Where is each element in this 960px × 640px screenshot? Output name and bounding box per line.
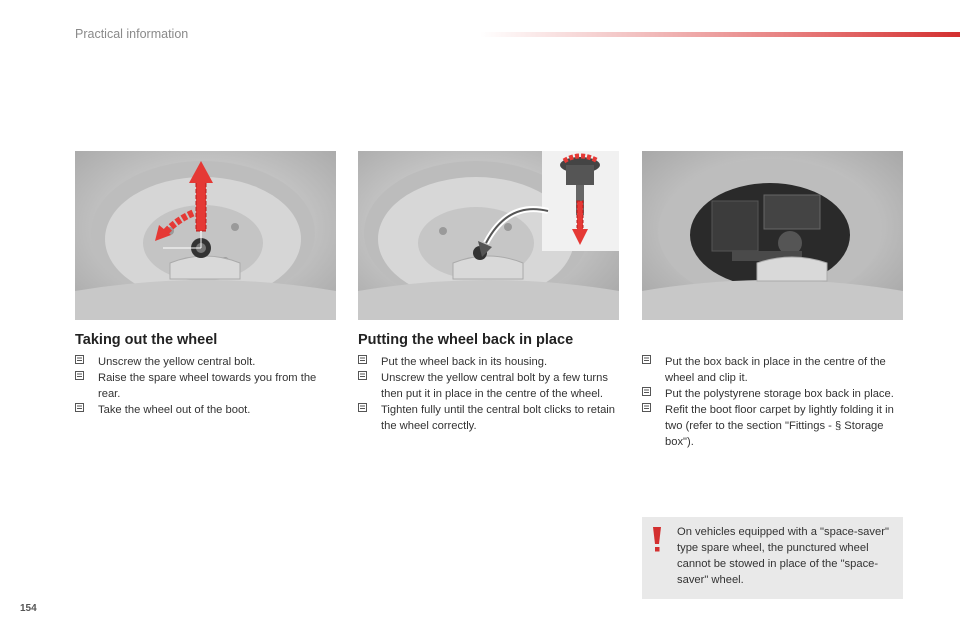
list-item xyxy=(642,402,897,450)
list-item xyxy=(642,354,897,386)
step-text: Unscrew the yellow central bolt by a few turns then put it in place in the centre of the wheel. xyxy=(381,372,608,400)
checkbox-bullet-icon xyxy=(642,355,651,366)
header-accent-bar xyxy=(480,32,960,37)
putting-wheel-back-title: Putting the wheel back in place xyxy=(358,332,574,348)
storage-box-photo xyxy=(642,151,903,320)
checkbox-bullet-icon xyxy=(75,355,84,366)
taking-out-wheel-title: Taking out the wheel xyxy=(75,332,218,348)
warning-text: On vehicles equipped with a "space-saver" type spare wheel, the punctured wheel cannot be stowed in place of the "space-saver" wheel. xyxy=(677,526,889,586)
checkbox-bullet-icon xyxy=(358,355,367,366)
exclamation-icon xyxy=(650,527,664,553)
putting-back-steps-list xyxy=(358,354,623,434)
list-item xyxy=(642,386,897,402)
step-text: Put the box back in place in the centre of the wheel and clip it. xyxy=(665,356,886,384)
step-text: Take the wheel out of the boot. xyxy=(98,404,251,416)
list-item xyxy=(75,354,330,370)
page-number: 154 xyxy=(20,603,37,614)
step-text: Tighten fully until the central bolt clicks to retain the wheel correctly. xyxy=(381,404,616,432)
checkbox-bullet-icon xyxy=(642,403,651,414)
step-text: Put the wheel back in its housing. xyxy=(381,356,548,368)
step-text: Put the polystyrene storage box back in place. xyxy=(665,388,894,400)
checkbox-bullet-icon xyxy=(358,403,367,414)
wheel-refit-photo xyxy=(358,151,619,320)
checkbox-bullet-icon xyxy=(75,371,84,382)
list-item xyxy=(358,402,623,434)
list-item xyxy=(75,370,330,402)
step-text: Unscrew the yellow central bolt. xyxy=(98,356,256,368)
taking-out-steps-list xyxy=(75,354,330,418)
step-text: Raise the spare wheel towards you from the rear. xyxy=(98,372,317,400)
list-item xyxy=(358,370,623,402)
section-header: Practical information xyxy=(75,27,189,41)
list-item xyxy=(358,354,623,370)
spare-wheel-removal-photo xyxy=(75,151,336,320)
checkbox-bullet-icon xyxy=(642,387,651,398)
checkbox-bullet-icon xyxy=(75,403,84,414)
storage-box-steps-list xyxy=(642,354,897,450)
step-text: Refit the boot floor carpet by lightly folding it in two (refer to the section "Fittings - § Storage box"). xyxy=(665,404,894,448)
warning-note-box xyxy=(642,517,903,599)
list-item xyxy=(75,402,330,418)
checkbox-bullet-icon xyxy=(358,371,367,382)
